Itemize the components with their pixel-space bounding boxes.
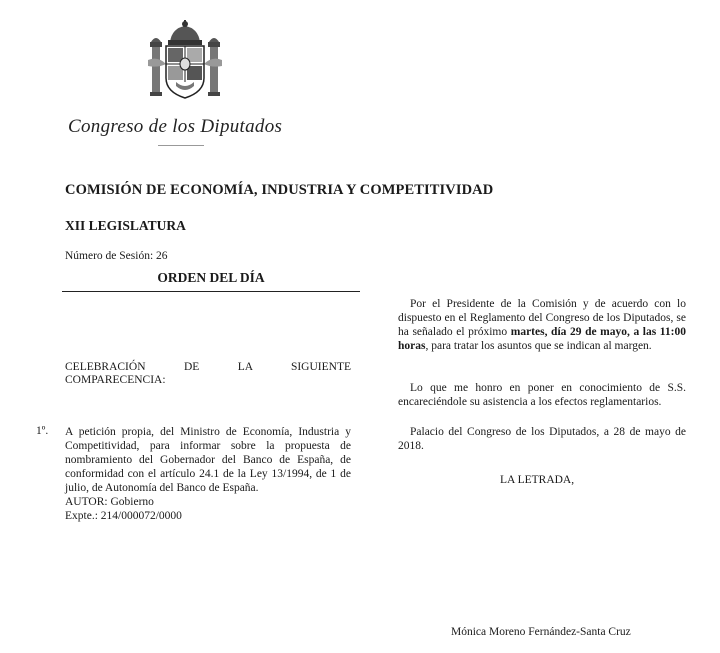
institution-name: Congreso de los Diputados xyxy=(68,116,283,137)
celebration-heading xyxy=(65,360,351,374)
signer-role: LA LETRADA, xyxy=(500,474,575,486)
celebration-word: DE xyxy=(183,361,200,373)
convocation-date-time: martes, día 29 de mayo, a las 11:00 horas xyxy=(398,326,686,352)
place-date-text: Palacio del Congreso de los Diputados, a 28 de mayo de 2018. xyxy=(398,426,686,452)
commission-title: COMISIÓN DE ECONOMÍA, INDUSTRIA Y COMPETITIVIDAD xyxy=(65,182,494,198)
celebration-word: SIGUIENTE xyxy=(290,361,351,373)
celebration-heading-line2: COMPARECENCIA: xyxy=(65,374,166,386)
agenda-item-text: A petición propia, del Ministro de Economía, Industria y Competitividad, para informar sobre la propuesta de nombramiento del Gobernador del Banco de España, de conformidad con el artículo 24.1 de la Ley 13/1994, de 1 de julio, de Autonomía del Banco de España. xyxy=(65,426,351,494)
celebration-word: LA xyxy=(237,361,253,373)
place-date-paragraph xyxy=(398,425,686,453)
session-number: Número de Sesión: 26 xyxy=(65,250,168,262)
agenda-item-author: AUTOR: Gobierno xyxy=(65,496,154,508)
legislature-title: XII LEGISLATURA xyxy=(65,218,186,233)
notification-paragraph xyxy=(398,381,686,409)
agenda-item-number: 1º. xyxy=(36,425,49,437)
convocation-paragraph xyxy=(398,297,686,353)
agenda-item-expte: Expte.: 214/000072/0000 xyxy=(65,510,182,522)
agenda-item xyxy=(65,425,351,523)
order-of-the-day-title: ORDEN DEL DÍA xyxy=(62,270,360,292)
signer-name: Mónica Moreno Fernández-Santa Cruz xyxy=(451,626,631,638)
notification-text: Lo que me honro en poner en conocimiento de S.S. encareciéndole su asistencia a los efectos reglamentarios. xyxy=(398,382,686,408)
celebration-word: CELEBRACIÓN xyxy=(65,361,146,373)
coat-of-arms-emblem xyxy=(148,20,222,104)
institution-divider xyxy=(158,145,204,146)
convocation-text-start: Por el Presidente de la Comisión y de acuerdo con lo dispuesto en el Reglamento del Congreso de los Diputados, se ha señalado el próximo xyxy=(398,298,686,338)
convocation-text-end: , para tratar los asuntos que se indican al margen. xyxy=(425,340,652,352)
